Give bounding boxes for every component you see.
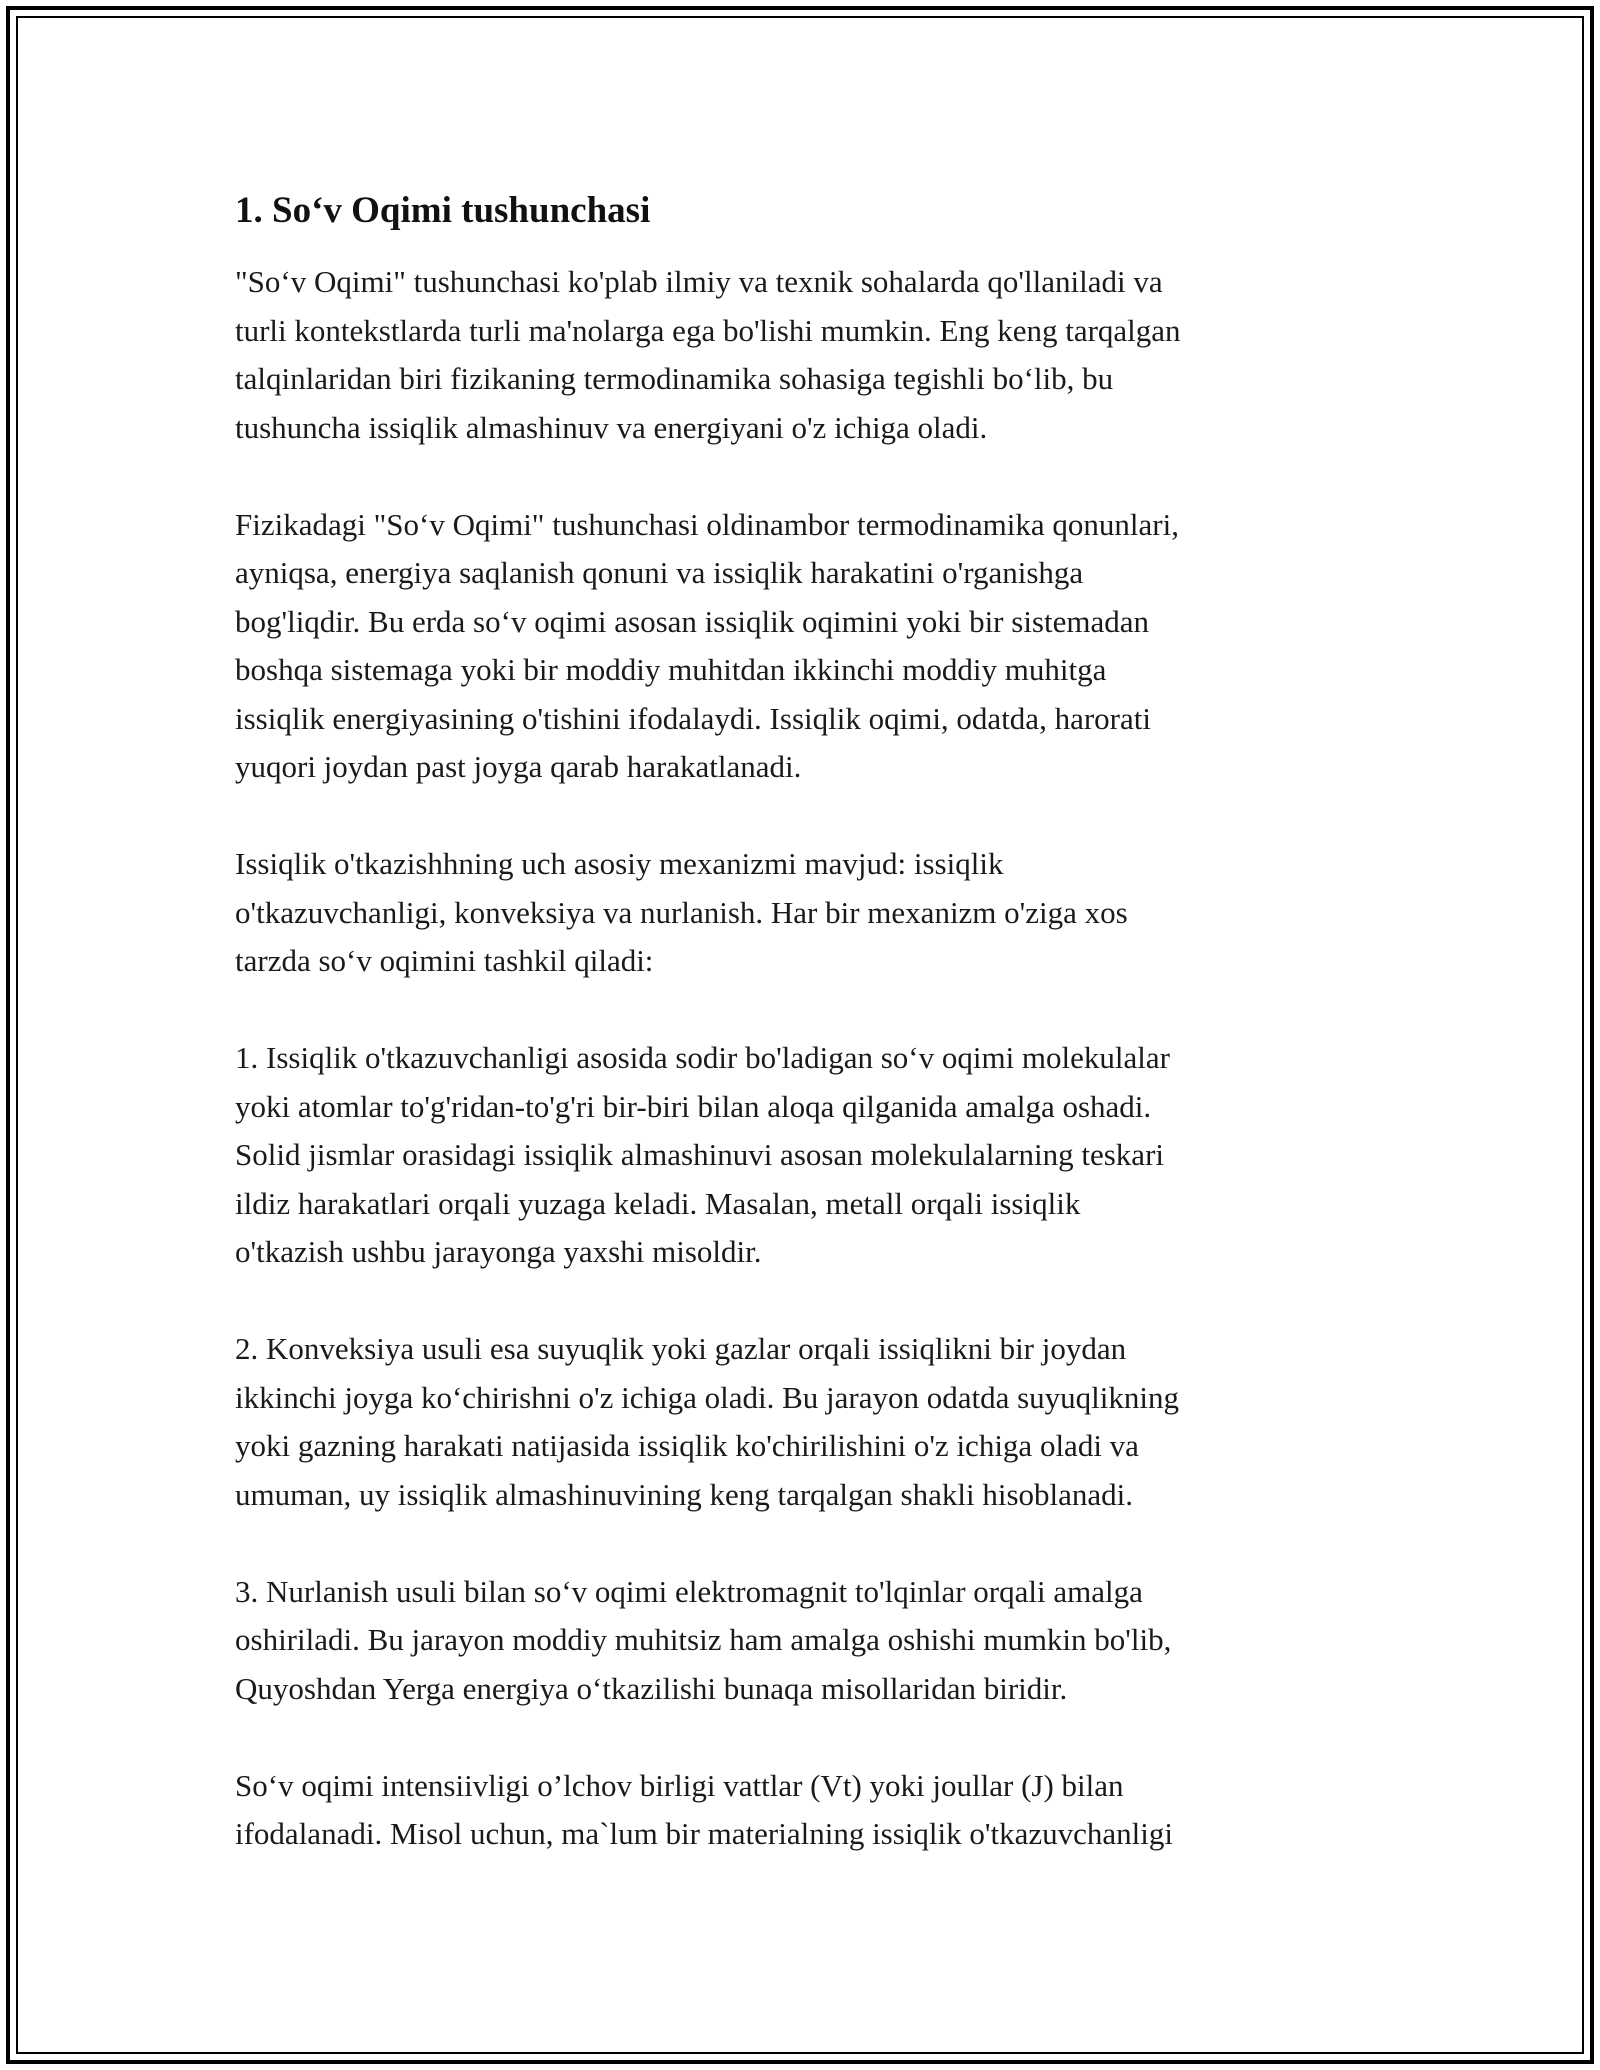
document-body [235,187,1370,1907]
paragraph-intro: "So‘v Oqimi" tushunchasi ko'plab ilmiy va texnik sohalarda qo'llaniladi va turli kontekstlarda turli ma'nolarga ega bo'lishi mumkin. Eng keng tarqalgan talqinlaridan biri fizikaning termodinamika sohasiga tegishli bo‘lib, bu tushuncha issiqlik almashinuv va energiyani o'z ichiga oladi. [235,264,1181,445]
paragraph-mechanisms: Issiqlik o'tkazishhning uch asosiy mexanizmi mavjud: issiqlik o'tkazuvchanligi, konveksiya va nurlanish. Har bir mexanizm o'ziga xos tarzda so‘v oqimini tashkil qiladi: [235,846,1128,978]
paragraph-conduction: 1. Issiqlik o'tkazuvchanligi asosida sodir bo'ladigan so‘v oqimi molekulalar yoki atomlar to'g'ridan-to'g'ri bir-biri bilan aloqa qilganida amalga oshadi. Solid jismlar orasidagi issiqlik almashinuvi asosan molekulalarning teskari ildiz harakatlari orqali yuzaga keladi. Masalan, metall orqali issiqlik o'tkazish ushbu jarayonga yaxshi misoldir. [235,1040,1170,1269]
paragraph-units: So‘v oqimi intensiivligi o’lchov birligi vattlar (Vt) yoki joullar (J) bilan ifodalanadi. Misol uchun, ma`lum bir materialning issiqlik o'tkazuvchanligi [235,1767,1173,1851]
section-heading: 1. So‘v Oqimi tushunchasi [235,190,651,231]
paragraph-convection: 2. Konveksiya usuli esa suyuqlik yoki gazlar orqali issiqlikni bir joydan ikkinchi joyga ko‘chirishni o'z ichiga oladi. Bu jarayon odatda suyuqlikning yoki gazning harakati natijasida issiqlik ko'chirilishini o'z ichiga oladi va umuman, uy issiqlik almashinuvining keng tarqalgan shakli hisoblanadi. [235,1331,1180,1512]
paragraph-radiation: 3. Nurlanish usuli bilan so‘v oqimi elektromagnit to'lqinlar orqali amalga oshiriladi. Bu jarayon moddiy muhitsiz ham amalga oshishi mumkin bo'lib, Quyoshdan Yerga energiya o‘tkazilishi bunaqa misollaridan biridir. [235,1573,1172,1706]
paragraph-physics: Fizikadagi "So‘v Oqimi" tushunchasi oldinambor termodinamika qonunlari, ayniqsa, energiya saqlanish qonuni va issiqlik harakatini o'rganishga bog'liqdir. Bu erda so‘v oqimi asosan issiqlik oqimini yoki bir sistemadan boshqa sistemaga yoki bir moddiy muhitdan ikkinchi moddiy muhitga issiqlik energiyasining o'tishini ifodalaydi. Issiqlik oqimi, odatda, harorati yuqori joydan past joyga qarab harakatlanadi. [235,506,1179,784]
